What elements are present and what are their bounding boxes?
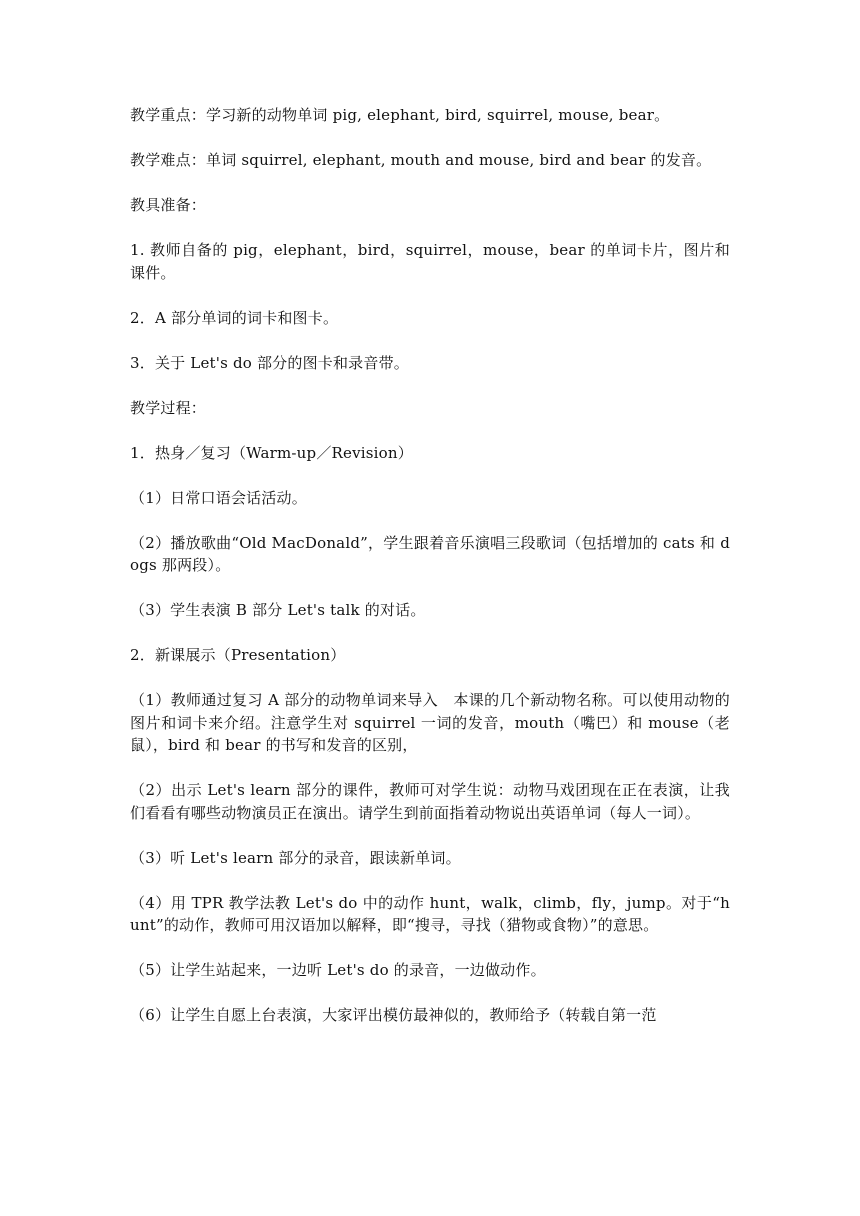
presentation-step-4: （4）用 TPR 教学法教 Let's do 中的动作 hunt，walk，climb，fly，jump。对于“hunt”的动作，教师可用汉语加以解释，即“搜寻，寻找（猎物或食物）”的意思。	[130, 893, 730, 934]
presentation-step-2: （2）出示 Let's learn 部分的课件，教师可对学生说：动物马戏团现在正在表演，让我们看看有哪些动物演员正在演出。请学生到前面指着动物说出英语单词（每人一词）。	[130, 781, 730, 822]
warmup-heading: 1．热身／复习（Warm-up／Revision）	[130, 443, 413, 462]
presentation-step-1: （1）教师通过复习 A 部分的动物单词来导入 本课的几个新动物名称。可以使用动物的图片和词卡来介绍。注意学生对 squirrel 一词的发音，mouth（嘴巴）和 mouse（老鼠），bird 和 bear 的书写和发音的区别，	[130, 691, 730, 754]
document-page	[130, 104, 730, 1027]
teaching-aids-item-2: 2．A 部分单词的词卡和图卡。	[130, 308, 339, 327]
teaching-process-heading: 教学过程：	[130, 398, 207, 417]
presentation-step-5: （5）让学生站起来，一边听 Let's do 的录音，一边做动作。	[130, 961, 546, 979]
presentation-heading: 2．新课展示（Presentation）	[130, 646, 346, 664]
presentation-step-6: （6）让学生自愿上台表演，大家评出模仿最神似的，教师给予（转载自第一范	[130, 1006, 657, 1024]
teaching-focus-paragraph: 教学重点：学习新的动物单词 pig, elephant, bird, squirrel, mouse, bear。	[130, 106, 670, 124]
presentation-step-3: （3）听 Let's learn 部分的录音，跟读新单词。	[130, 848, 461, 867]
warmup-step-2: （2）播放歌曲“Old MacDonald”，学生跟着音乐演唱三段歌词（包括增加的 cats 和 dogs 那两段）。	[130, 533, 730, 574]
teaching-aids-item-1: 1. 教师自备的 pig，elephant，bird，squirrel，mouse，bear 的单词卡片，图片和课件。	[130, 241, 730, 282]
teaching-aids-heading: 教具准备：	[130, 196, 207, 214]
warmup-step-3: （3）学生表演 B 部分 Let's talk 的对话。	[130, 601, 426, 619]
teaching-aids-item-3: 3．关于 Let's do 部分的图卡和录音带。	[130, 353, 409, 372]
teaching-difficulty-paragraph: 教学难点：单词 squirrel, elephant, mouth and mouse, bird and bear 的发音。	[130, 151, 712, 169]
warmup-step-1: （1）日常口语会话活动。	[130, 488, 307, 507]
